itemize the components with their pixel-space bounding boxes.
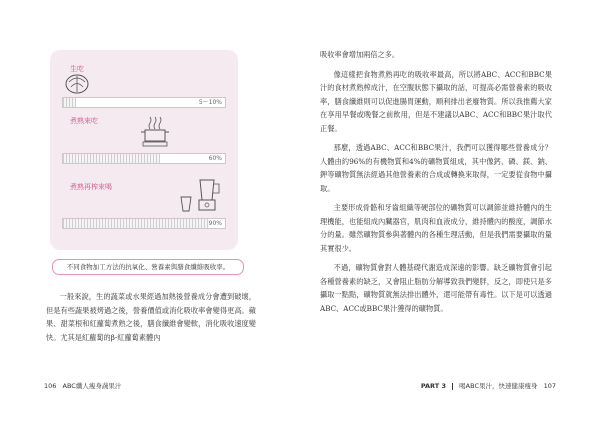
paragraph: 那麼，透過ABC、ACC和BBC果汁，我們可以獲得哪些營養成分？人體由約96%的有機物質和4%的礦物質組成，其中像鈣、磷、鎂、鈉、鉀等礦物質無法經過其他營養素的合成或轉換來取得，一定要從食物中攝取。 [320,143,552,193]
right-body-text [320,48,552,321]
paragraph: 主要形成骨骼和牙齒組織等硬部位的礦物質可以調節並維持體內的生理機能，也能組成內臟器官，肌肉和血液成分，維持體內的酸度，調節水分的量。雖然礦物質參與著體內的各種生理活動，但是我們需要攝取的量其實很少。 [320,203,552,253]
blender-icon [194,178,224,212]
paragraph: 吸收率會增加兩倍之多。 [320,50,400,59]
absorption-bar [62,153,226,164]
bar-value: 90% [208,220,222,227]
row-label: 生吃 [70,65,84,73]
absorption-bar [62,218,226,229]
book-title: ABC纖人瘦身蔬果汁 [62,382,122,390]
page-number: 106 [44,382,57,390]
infographic-row-blended [62,178,228,246]
part-label: PART 3 [420,382,446,390]
infographic-row-raw [62,60,228,110]
row-label: 煮熟來吃 [70,117,98,125]
page-number: 107 [543,382,556,390]
bar-value: 5～10% [198,99,222,106]
paragraph: 像這樣把食物煮熟再吃的吸收率最高，所以將ABC、ACC和BBC果汁的食材煮熟榨成汁，在空腹狀態下攝取的話，可提高必需營養素的吸收率，膳食纖維則可以促進腸胃運動，順利排出老廢物質。所以我推薦大家在享用早餐或晚餐之前飲用，但是不建議以ABC、ACC和BBC果汁取代正餐。 [320,69,552,133]
bar-fill [63,98,76,107]
row-label: 煮熟再榨來喝 [70,183,112,191]
paragraph: 一般來說，生的蔬菜或水果經過加熱後營養成分會遭到破壞，但是有些蔬果被烤過之後，營養價值或消化吸收率會變得更高。蘋果、甜菜根和紅蘿蔔煮熟之後，膳食纖維會變軟，消化吸收速度變快。尤其是紅蘿蔔的β-紅蘿蔔素體內 [46,292,256,342]
right-page [300,0,600,425]
separator [452,383,453,390]
cooking-pot-icon [138,114,172,148]
paragraph: 不過，礦物質會對人體基礎代謝造成深遠的影響。缺乏礦物質會引起各種營養素的缺乏，又會阻止脂肪分解導致我們變胖，反之，即使只是多攝取一點點，礦物質就無法排出體外，還可能帶有毒性。以下是可以透過ABC、ACC或BBC果汁獲得的礦物質。 [320,263,552,313]
bar-fill [63,154,160,163]
figure-caption: 不同食物加工方法的抗氧化、營養素與膳食纖維吸收率。 [52,259,244,275]
glass-icon [180,196,192,212]
chapter-title: 喝ABC果汁，快速健康瘦身 [459,382,538,390]
left-footer [40,381,121,390]
bar-value: 60% [208,155,222,162]
bar-fill [63,219,209,228]
cabbage-icon [64,72,90,94]
infographic-row-cooked [62,112,228,172]
infographic-card [50,50,238,250]
absorption-bar [62,97,226,108]
left-body-text [46,290,256,344]
right-footer [421,381,560,390]
